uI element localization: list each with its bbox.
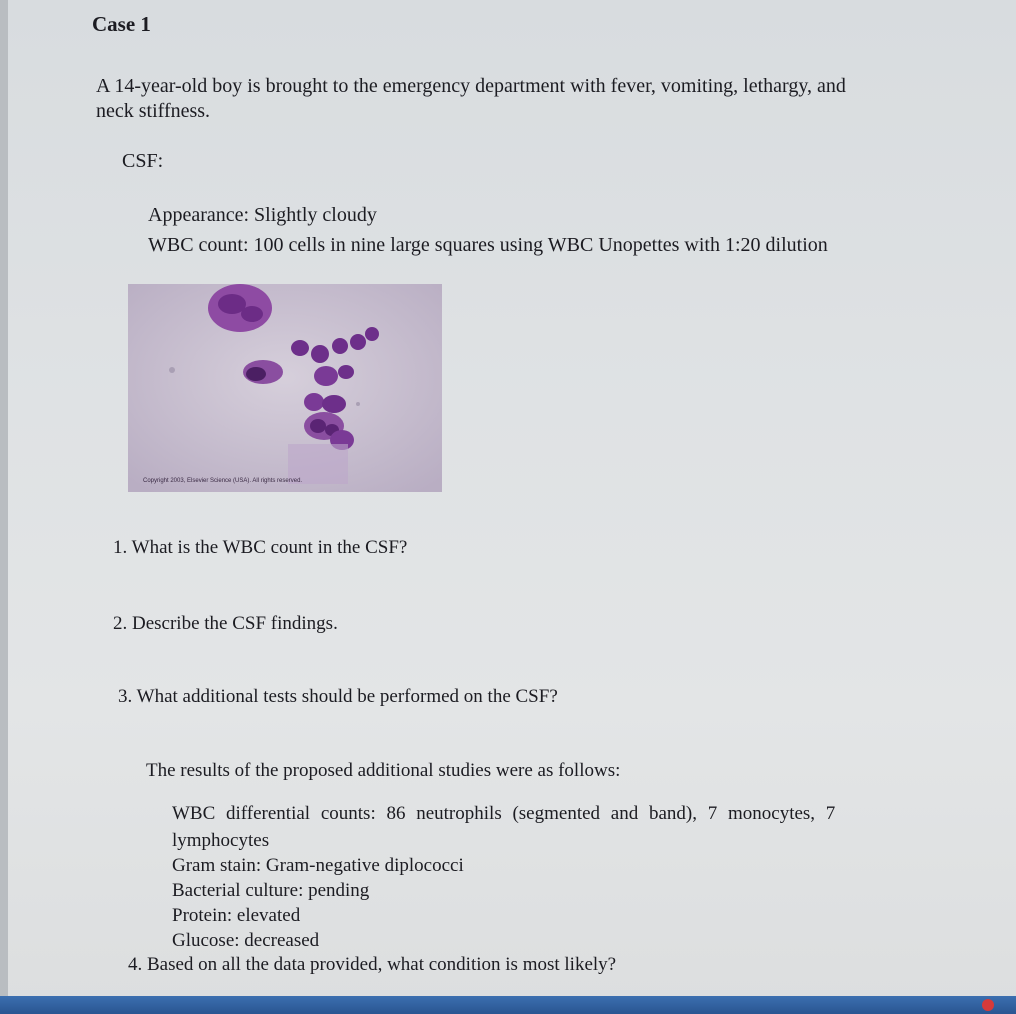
micrograph-drawing [128, 284, 442, 492]
question-1: 1. What is the WBC count in the CSF? [113, 537, 408, 558]
result-bacterial-culture: Bacterial culture: pending [172, 880, 370, 901]
csf-appearance: Appearance: Slightly cloudy [148, 204, 377, 226]
case-title: Case 1 [92, 12, 151, 36]
result-differential-line-1: WBC differential counts: 86 neutrophils (segmented and band), 7 monocytes, 7 [172, 803, 836, 824]
results-intro: The results of the proposed additional studies were as follows: [146, 760, 621, 781]
tray-app-icon[interactable] [982, 999, 994, 1011]
result-glucose: Glucose: decreased [172, 930, 320, 951]
result-gram-stain: Gram stain: Gram-negative diplococci [172, 855, 464, 876]
case-intro [96, 74, 846, 124]
result-differential-line-2: lymphocytes [172, 830, 270, 851]
monitor-bezel-edge [0, 0, 8, 1014]
taskbar [0, 996, 1016, 1014]
result-protein: Protein: elevated [172, 905, 301, 926]
case-intro-line-2: neck stiffness. [96, 100, 211, 122]
question-3: 3. What additional tests should be performed on the CSF? [118, 686, 558, 707]
case-intro-line-1: A 14-year-old boy is brought to the emergency department with fever, vomiting, lethargy, and [96, 75, 846, 97]
micrograph-credit: Copyright 2003, Elsevier Science (USA). All rights reserved. [143, 478, 303, 484]
question-4: 4. Based on all the data provided, what condition is most likely? [128, 954, 617, 975]
csf-micrograph-image [128, 284, 442, 492]
question-2: 2. Describe the CSF findings. [113, 613, 338, 634]
csf-wbc-count: WBC count: 100 cells in nine large squares using WBC Unopettes with 1:20 dilution [148, 234, 828, 256]
csf-label: CSF: [122, 150, 164, 172]
